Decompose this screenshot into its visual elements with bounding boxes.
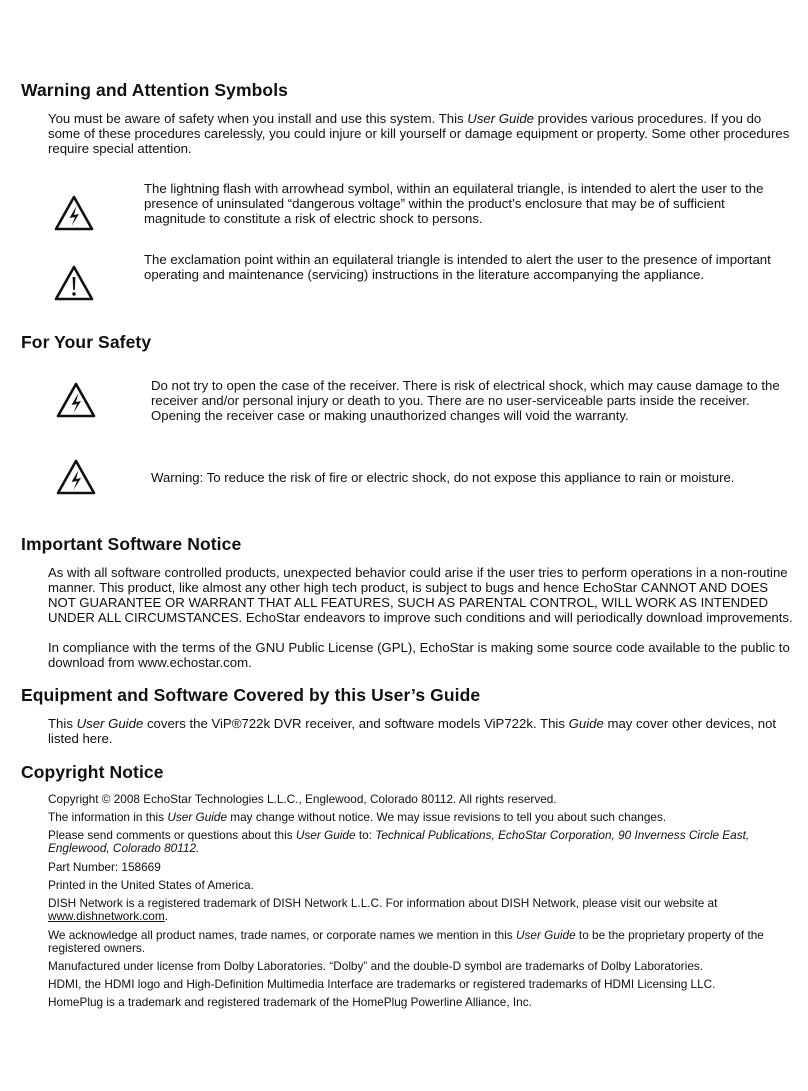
lightning-symbol-description: The lightning flash with arrowhead symbol, within an equilateral triangle, is intended to alert the user to the presence of uninsulated “dangerous voltage” within the product’s enclosure that may be of sufficient magnitude to constitute a risk of electric shock to persons. <box>144 181 764 226</box>
revision-notice: The information in this User Guide may change without notice. We may issue revisions to tell you about such changes. <box>48 810 667 824</box>
section-heading-software-notice: Important Software Notice <box>21 534 242 554</box>
section-heading-safety: For Your Safety <box>21 332 152 352</box>
comments-address: Please send comments or questions about this User Guide to: Technical Publications, EchoStar Corporation, 90 Inverness Circle East, Englewood, Colorado 80112. <box>48 828 750 855</box>
moisture-warning-text: Warning: To reduce the risk of fire or electric shock, do not expose this appliance to rain or moisture. <box>151 470 735 485</box>
dishnetwork-link[interactable]: www.dishnetwork.com <box>48 909 165 923</box>
warning-intro: You must be aware of safety when you install and use this system. This User Guide provides various procedures. If you do some of these procedures carelessly, you could injure or kill yourself or damage equipment or property. Some other procedures require special attention. <box>48 111 790 156</box>
section-heading-equipment: Equipment and Software Covered by this User’s Guide <box>21 685 481 705</box>
lightning-warning-icon <box>55 380 97 420</box>
software-notice-paragraph: As with all software controlled products, unexpected behavior could arise if the user tries to perform operations in a non-routine manner. This product, like almost any other high tech product, is subject to bugs and hence EchoStar CANNOT AND DOES NOT GUARANTEE OR WARRANT THAT ALL FEATURES, SUCH AS PARENTAL CONTROL, WILL WORK AS INTENDED UNDER ALL CIRCUMSTANCES. EchoStar endeavors to improve such conditions and will periodically download improvements. <box>48 565 793 625</box>
lightning-warning-icon <box>53 193 95 233</box>
gpl-notice-paragraph: In compliance with the terms of the GNU Public License (GPL), EchoStar is making some source code available to the public to download from www.echostar.com. <box>48 640 790 670</box>
printed-in: Printed in the United States of America. <box>48 878 254 892</box>
copyright-line: Copyright © 2008 EchoStar Technologies L.L.C., Englewood, Colorado 80112. All rights reserved. <box>48 792 557 806</box>
section-heading-copyright: Copyright Notice <box>21 762 164 782</box>
open-case-warning-text: Do not try to open the case of the receiver. There is risk of electrical shock, which may cause damage to the receiver and/or personal injury or death to you. There are no user-serviceable parts inside the receiver. Opening the receiver case or making unauthorized changes will void the warranty. <box>151 378 780 423</box>
lightning-warning-icon <box>55 457 97 497</box>
dish-trademark: DISH Network is a registered trademark of DISH Network L.L.C. For information about DISH Network, please visit our website at www.dishnetwork.com. <box>48 896 718 923</box>
dolby-trademark: Manufactured under license from Dolby Laboratories. “Dolby” and the double-D symbol are trademarks of Dolby Laboratories. <box>48 959 704 973</box>
section-heading-warning: Warning and Attention Symbols <box>21 80 289 100</box>
homeplug-trademark: HomePlug is a trademark and registered trademark of the HomePlug Powerline Alliance, Inc. <box>48 995 532 1009</box>
hdmi-trademark: HDMI, the HDMI logo and High-Definition Multimedia Interface are trademarks or registered trademarks of HDMI Licensing LLC. <box>48 977 716 991</box>
exclamation-symbol-description: The exclamation point within an equilateral triangle is intended to alert the user to the presence of important operating and maintenance (servicing) instructions in the literature accompanying the appliance. <box>144 252 771 282</box>
equipment-paragraph: This User Guide covers the ViP®722k DVR receiver, and software models ViP722k. This Guide may cover other devices, not listed here. <box>48 716 777 746</box>
exclamation-warning-icon <box>53 263 95 303</box>
part-number: Part Number: 158669 <box>48 860 161 874</box>
trade-names-acknowledgement: We acknowledge all product names, trade names, or corporate names we mention in this User Guide to be the proprietary property of the registered owners. <box>48 928 764 955</box>
